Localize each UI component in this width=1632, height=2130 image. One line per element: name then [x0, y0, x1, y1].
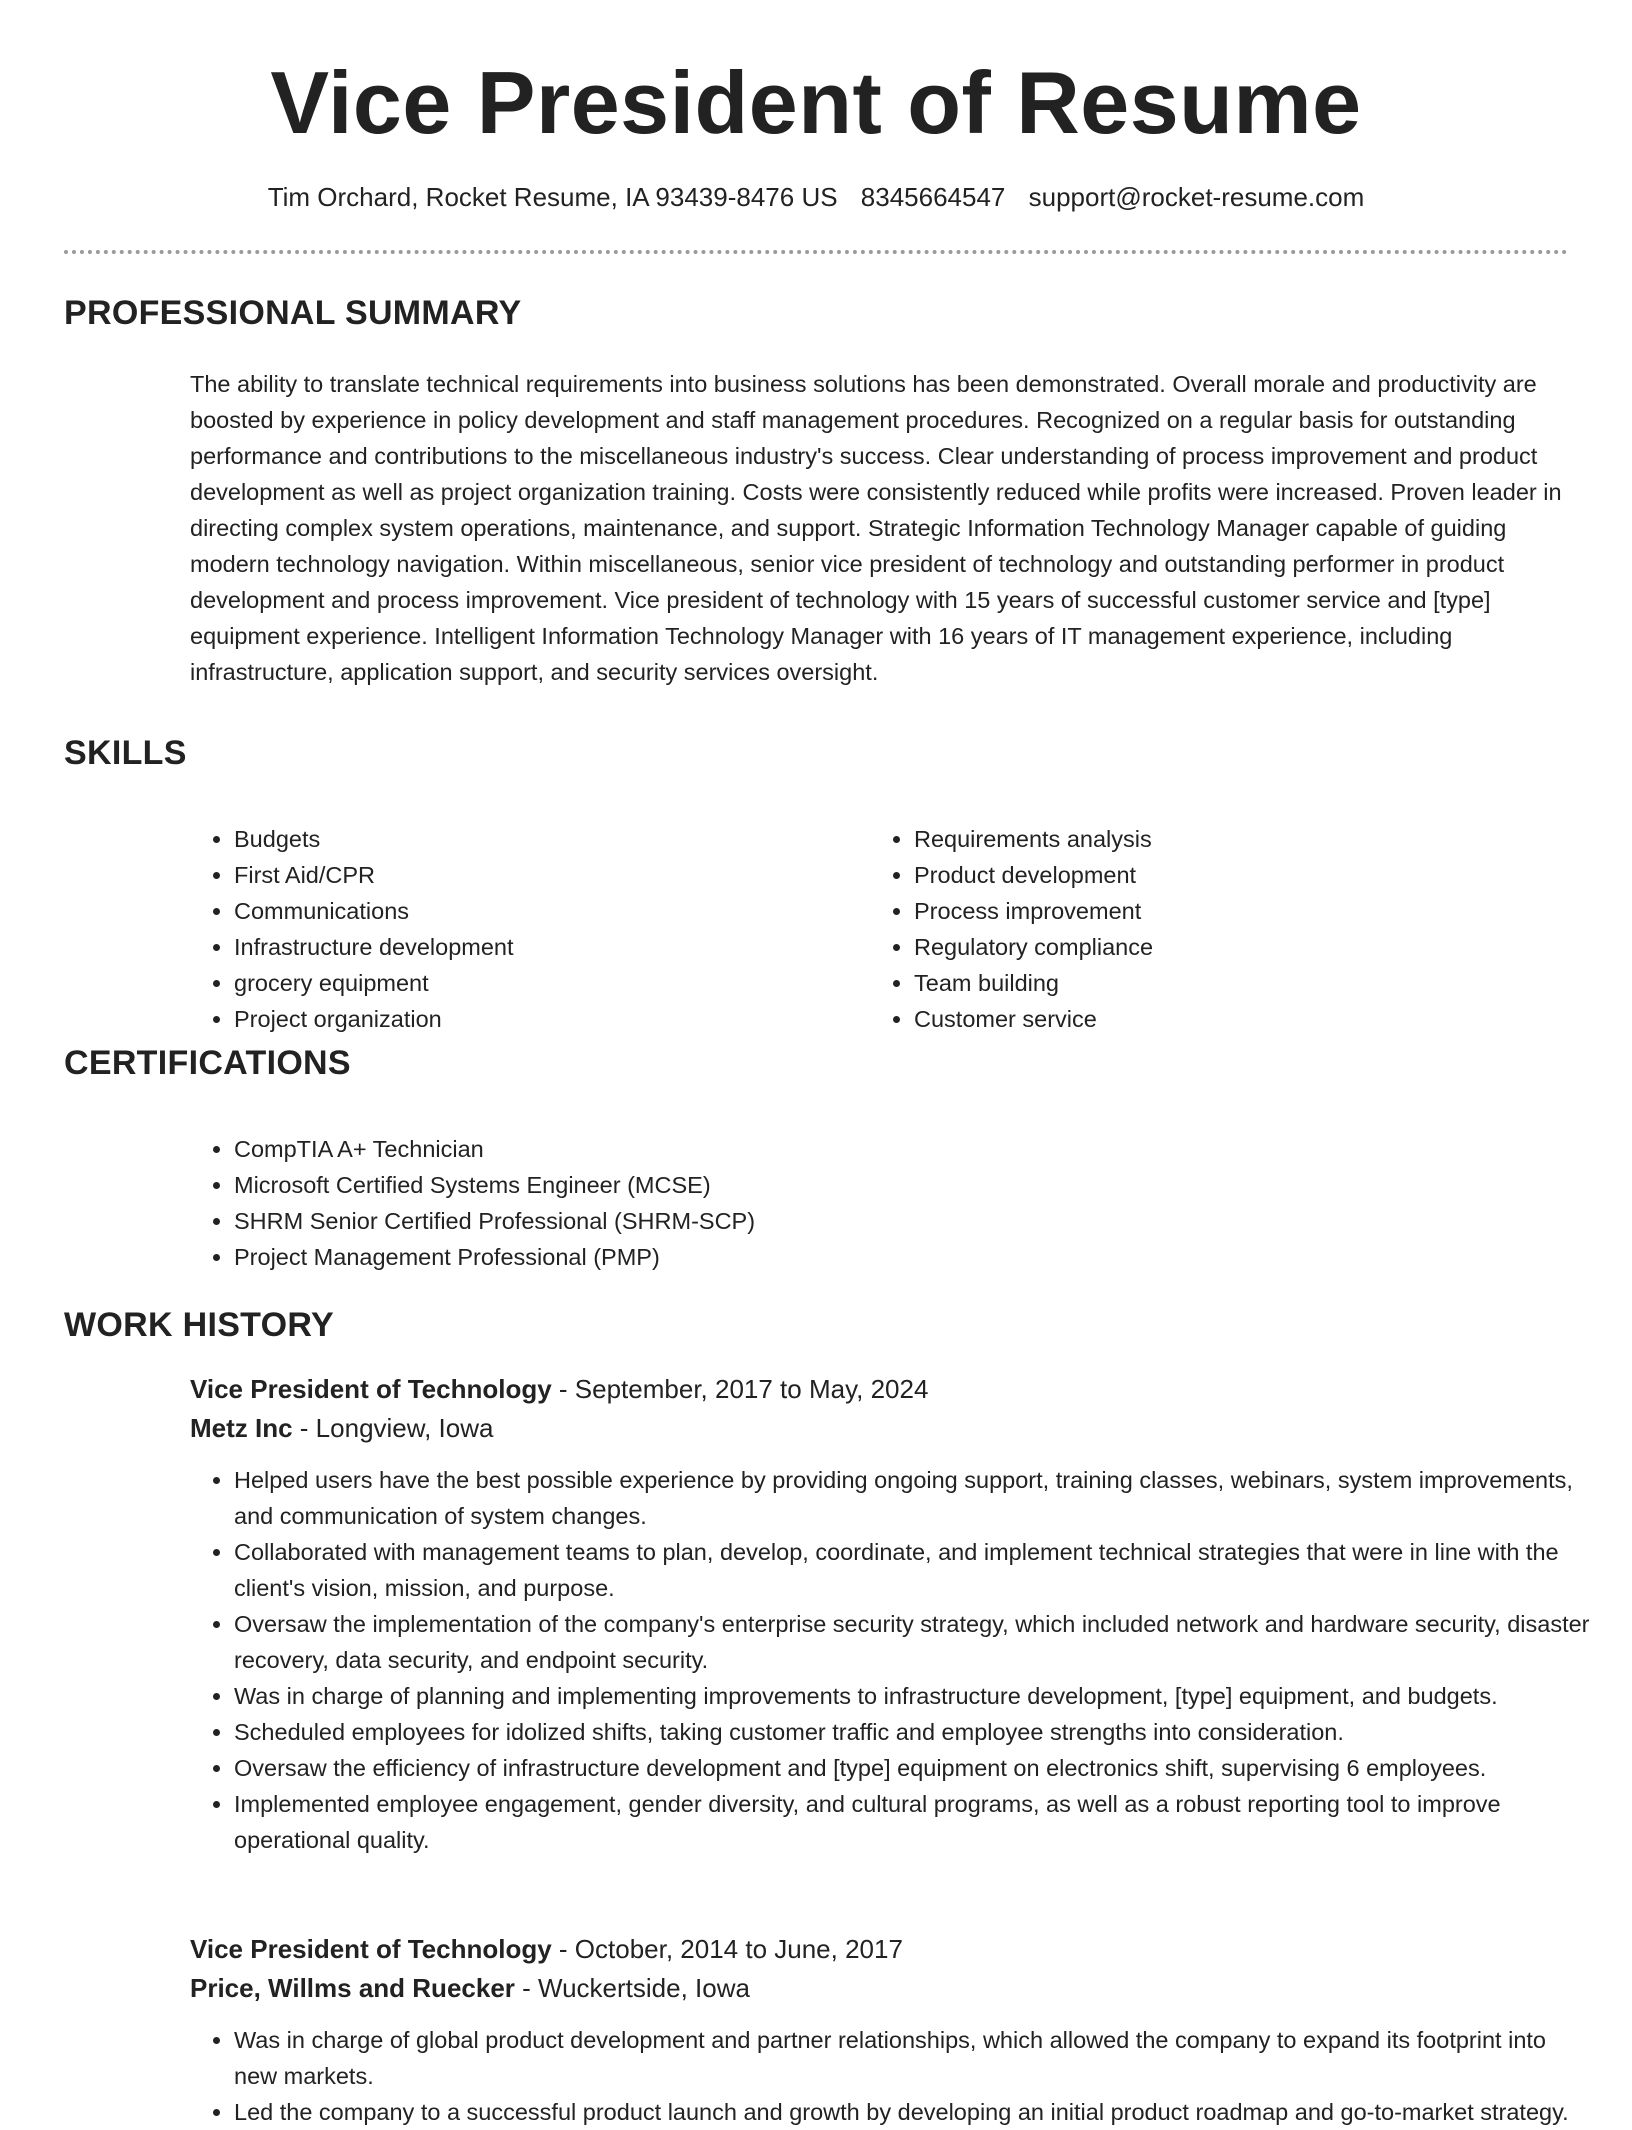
certifications-heading: CERTIFICATIONS	[64, 1044, 351, 1082]
job-bullet: • Was in charge of global product development and partner relationships, which allowed the company to expand its footprint into new markets.	[234, 2022, 1590, 2094]
job-bullet: • Collaborated with management teams to plan, develop, coordinate, and implement technical strategies that were in line with the client's vision, mission, and purpose.	[234, 1534, 1590, 1606]
skill-item: • Requirements analysis	[914, 821, 1490, 857]
header-divider	[64, 250, 1568, 254]
work-history-heading: WORK HISTORY	[64, 1306, 334, 1344]
skill-item: • Process improvement	[914, 893, 1490, 929]
job-bullet: • Was in charge of planning and implementing improvements to infrastructure development, [type] equipment, and budgets.	[234, 1678, 1590, 1714]
job-location: - Wuckertside, Iowa	[514, 1973, 750, 2003]
certification-item: • Microsoft Certified Systems Engineer (MCSE)	[234, 1167, 1090, 1203]
job-bullets	[190, 1462, 1590, 1858]
contact-phone: 8345664547	[860, 182, 1006, 212]
job-entry	[190, 1370, 1590, 1858]
skill-item: • First Aid/CPR	[234, 857, 810, 893]
job-entry	[190, 1930, 1590, 2130]
job-dates: - September, 2017 to May, 2024	[551, 1374, 929, 1404]
job-company: Price, Willms and Ruecker	[190, 1973, 515, 2003]
summary-text: The ability to translate technical requirements into business solutions has been demonstrated. Overall morale and productivity are boosted by experience in policy development and staff management procedures. Recognized on a regular basis for outstanding performance and contributions to the miscellaneous industry's success. Clear understanding of process improvement and product development as well as project organization training. Costs were consistently reduced while profits were increased. Proven leader in directing complex system operations, maintenance, and support. Strategic Information Technology Manager capable of guiding modern technology navigation. Within miscellaneous, senior vice president of technology and outstanding performer in product development and process improvement. Vice president of technology with 15 years of successful customer service and [type] equipment experience. Intelligent Information Technology Manager with 16 years of IT management experience, including infrastructure, application support, and security services oversight.	[190, 371, 1562, 685]
job-bullet: • Oversaw the implementation of the company's enterprise security strategy, which included network and hardware security, disaster recovery, data security, and endpoint security.	[234, 1606, 1590, 1678]
skill-item: • Regulatory compliance	[914, 929, 1490, 965]
certifications-list	[190, 1131, 1090, 1275]
job-bullet: • Implemented employee engagement, gender diversity, and cultural programs, as well as a robust reporting tool to improve operational quality.	[234, 1786, 1590, 1858]
skill-item: • Infrastructure development	[234, 929, 810, 965]
resume-title: Vice President of Resume	[270, 53, 1362, 152]
skill-item: • Team building	[914, 965, 1490, 1001]
skill-item: • Project organization	[234, 1001, 810, 1037]
skill-item: • Customer service	[914, 1001, 1490, 1037]
job-location: - Longview, Iowa	[292, 1413, 494, 1443]
job-title-line	[190, 1930, 1590, 1969]
skill-item: • Budgets	[234, 821, 810, 857]
contact-line	[0, 182, 1632, 213]
skill-item: • grocery equipment	[234, 965, 810, 1001]
job-company: Metz Inc	[190, 1413, 293, 1443]
certification-item: • SHRM Senior Certified Professional (SHRM-SCP)	[234, 1203, 1090, 1239]
skill-item: • Product development	[914, 857, 1490, 893]
job-bullet: • Oversaw the efficiency of infrastructure development and [type] equipment on electronics shift, supervising 6 employees.	[234, 1750, 1590, 1786]
job-company-line	[190, 1409, 1590, 1448]
contact-address: Tim Orchard, Rocket Resume, IA 93439-8476 US	[267, 182, 838, 212]
job-bullet: • Helped users have the best possible experience by providing ongoing support, training classes, webinars, system improvements, and communication of system changes.	[234, 1462, 1590, 1534]
job-bullet: • Led the company to a successful product launch and growth by developing an initial product roadmap and go-to-market strategy.	[234, 2094, 1590, 2130]
skills-column-right	[870, 821, 1490, 1037]
summary-heading: PROFESSIONAL SUMMARY	[64, 294, 522, 332]
job-title: Vice President of Technology	[190, 1934, 552, 1964]
skills-heading: SKILLS	[64, 734, 187, 772]
skill-item: • Communications	[234, 893, 810, 929]
certification-item: • Project Management Professional (PMP)	[234, 1239, 1090, 1275]
job-dates: - October, 2014 to June, 2017	[551, 1934, 903, 1964]
job-bullets	[190, 2022, 1590, 2130]
job-company-line	[190, 1969, 1590, 2008]
job-title-line	[190, 1370, 1590, 1409]
job-bullet: • Scheduled employees for idolized shifts, taking customer traffic and employee strengths into consideration.	[234, 1714, 1590, 1750]
job-title: Vice President of Technology	[190, 1374, 552, 1404]
skills-column-left	[190, 821, 810, 1037]
certification-item: • CompTIA A+ Technician	[234, 1131, 1090, 1167]
contact-email: support@rocket-resume.com	[1028, 182, 1365, 212]
